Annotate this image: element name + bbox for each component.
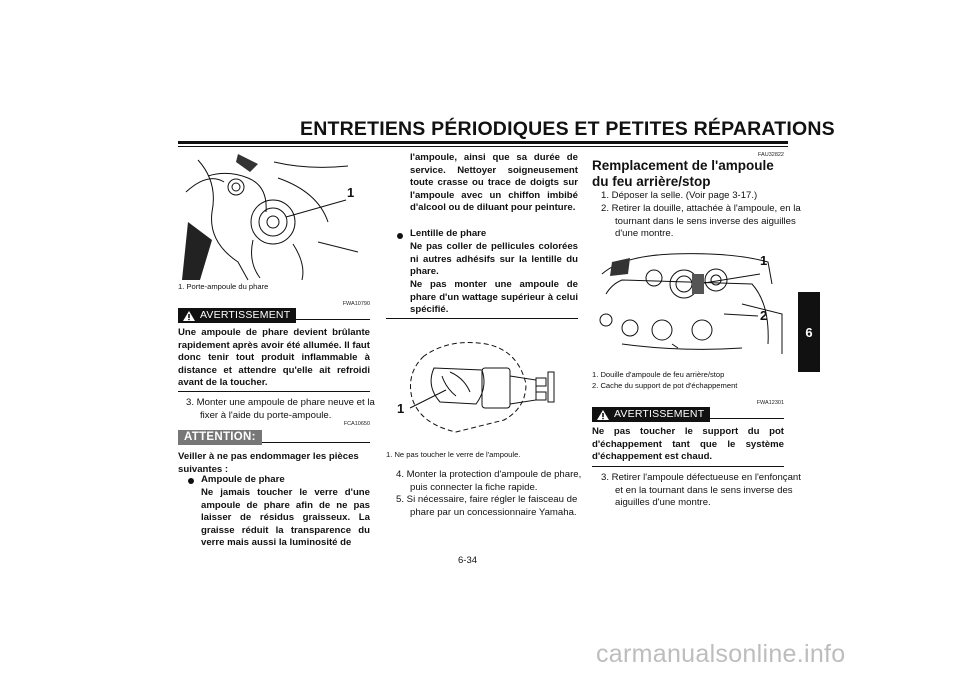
warning-header [592, 407, 784, 422]
figure-caption-1: 1. Douille d'ampoule de feu arrière/stop [592, 370, 725, 379]
bullet-icon [188, 478, 194, 484]
header-rule [178, 141, 788, 144]
tail-light-figure [592, 244, 788, 366]
divider [178, 391, 370, 392]
warning-text: Une ampoule de phare devient brûlante rapidement après avoir été allumée. Il faut donc tenir tout produit inflammable à distance et attendre qu'elle ait refroidi avant de la toucher. [178, 327, 370, 389]
bullet1-text: Ne jamais toucher le verre d'une ampoule de phare afin de ne pas laisser de résidus graisseux. La graisse réduit la transparence du verre mais aussi la luminosité de [201, 487, 370, 549]
divider [592, 466, 784, 467]
figure-caption: 1. Porte-ampoule du phare [178, 282, 269, 291]
step-2: 2. Retirer la douille, attachée à l'ampoule, en la tournant dans le sens inverse des aiguilles d'une montre. [601, 203, 801, 240]
figure-caption-2: 2. Cache du support de pot d'échappement [592, 381, 738, 390]
divider [386, 318, 578, 319]
warning-badge [592, 407, 710, 422]
step-5: 5. Si nécessaire, faire régler le faisceau de phare par un concessionnaire Yamaha. [396, 494, 578, 518]
figure-callout-1: 1 [347, 185, 355, 200]
figure-callout-1: 1 [760, 253, 768, 268]
bullet-icon [397, 233, 403, 239]
warning-triangle-icon [596, 409, 610, 421]
figure-callout-2: 2 [760, 308, 768, 323]
warning-header [178, 308, 370, 323]
page-number: 6-34 [458, 555, 478, 566]
chapter-tab: 6 [798, 292, 820, 372]
page-title: ENTRETIENS PÉRIODIQUES ET PETITES RÉPARATIONS [300, 118, 835, 140]
section-title: Remplacement de l'ampoule du feu arrière/stop [592, 158, 774, 189]
warning-badge [178, 308, 296, 323]
bullet1-title: Ampoule de phare [201, 474, 285, 485]
figure-callout-1: 1 [397, 401, 405, 416]
header-rule-thin [178, 146, 788, 147]
attention-badge: ATTENTION: [178, 430, 262, 445]
step-4: 4. Monter la protection d'ampoule de phare, puis connecter la fiche rapide. [396, 469, 582, 493]
warning-label: AVERTISSEMENT [200, 309, 291, 321]
watermark: carmanualsonline.info [596, 640, 846, 668]
warning-code: FWA10790 [342, 301, 370, 307]
bullet1-continued: l'ampoule, ainsi que sa durée de service. Nettoyer soigneusement toute crasse ou trace de doigts sur l'ampoule avec un chiffon imbibé d'alcool ou de diluant pour peinture. [410, 152, 578, 214]
bullet2-text-2: Ne pas monter une ampoule de phare d'un wattage supérieur à celui spécifié. [410, 279, 578, 316]
section-code: FAU32822 [758, 152, 784, 158]
figure-caption: 1. Ne pas toucher le verre de l'ampoule. [386, 450, 521, 459]
warning-code: FWA12301 [756, 400, 784, 406]
warning-label: AVERTISSEMENT [614, 408, 705, 420]
warning-triangle-icon [182, 310, 196, 322]
step-3: 3. Retirer l'ampoule défectueuse en l'enfonçant et en la tournant dans le sens inverse des aiguilles d'une montre. [601, 472, 801, 509]
attention-intro: Veiller à ne pas endommager les pièces suivantes : [178, 451, 359, 475]
step-1: 1. Déposer la selle. (Voir page 3-17.) [601, 190, 758, 201]
bullet2-title: Lentille de phare [410, 228, 487, 239]
attention-code: FCA10650 [343, 421, 370, 427]
bullet2-text: Ne pas coller de pellicules colorées ni autres adhésifs sur la lentille du phare. [410, 241, 578, 278]
headlight-bulb-figure [386, 328, 578, 448]
headlight-bulb-holder-figure [178, 152, 370, 282]
warning-text: Ne pas toucher le support du pot d'échappement tant que le système d'échappement est chaud. [592, 426, 784, 463]
step-3: 3. Monter une ampoule de phare neuve et la fixer à l'aide du porte-ampoule. [186, 397, 375, 421]
attention-header [178, 430, 370, 445]
